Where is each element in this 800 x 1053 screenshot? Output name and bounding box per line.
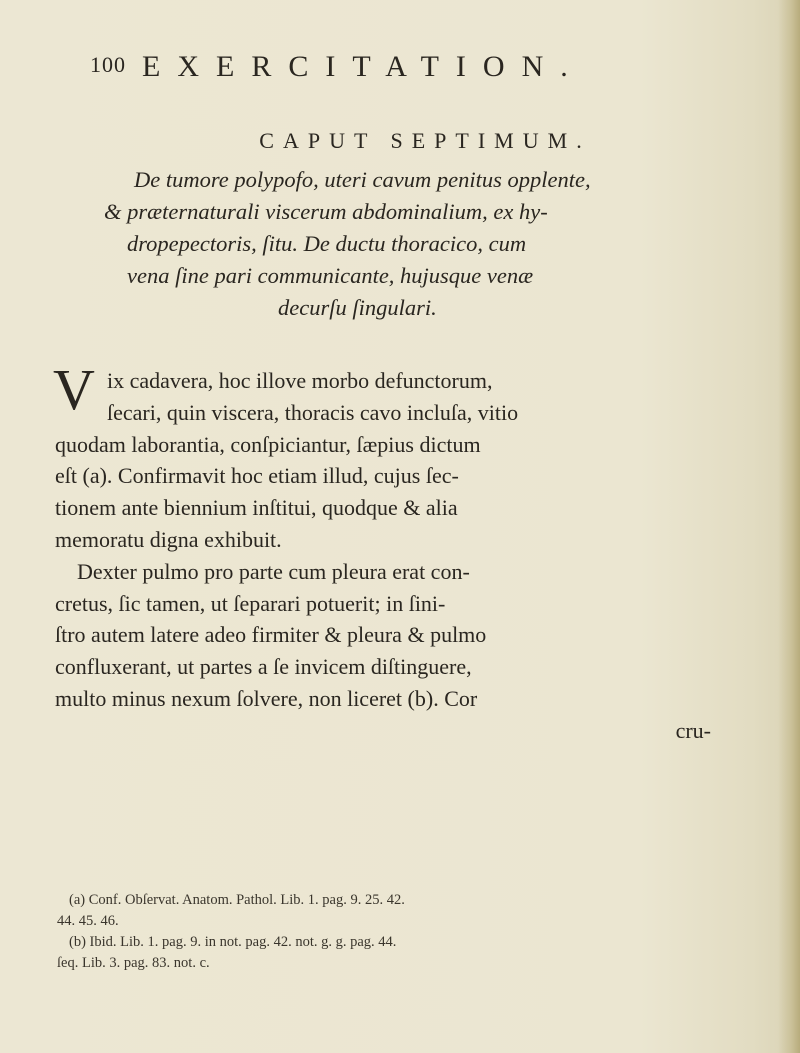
text-line: cretus, ſic tamen, ut ſeparari potuerit; in ſini- <box>55 590 446 616</box>
text-line: eſt (a). Confirmavit hoc etiam illud, cujus ſec- <box>55 463 459 489</box>
text-line: quodam laborantia, conſpiciantur, ſæpius dictum <box>55 431 481 457</box>
text-line: Dexter pulmo pro parte cum pleura erat con- <box>77 558 470 584</box>
running-head <box>90 50 730 90</box>
text-line: multo minus nexum ſolvere, non liceret (b). Cor <box>55 685 478 711</box>
footnote-line: ſeq. Lib. 3. pag. 83. not. c. <box>57 955 210 971</box>
summary-line: De tumore polypofo, uteri cavum penitus opplente, <box>134 167 591 192</box>
summary-line: & præternaturali viscerum abdominalium, ex hy- <box>104 199 548 224</box>
text-line: ſecari, quin viscera, thoracis cavo incluſa, vitio <box>107 399 519 425</box>
footnote-line: (a) Conf. Obſervat. Anatom. Pathol. Lib. 1. pag. 9. 25. 42. <box>69 892 405 908</box>
body-text <box>53 357 715 747</box>
catchword: cru- <box>675 717 711 743</box>
text-line: ix cadavera, hoc illove morbo defunctorum, <box>107 368 493 393</box>
page-number: 100 <box>90 52 126 77</box>
summary-line: decurſu ſingulari. <box>278 295 437 320</box>
footnotes <box>57 890 737 974</box>
summary-line: dropepectoris, ſitu. De ductu thoracico, cum <box>127 231 527 256</box>
drop-cap: V <box>53 357 95 422</box>
text-line: ſtro autem latere adeo firmiter & pleura & pulmo <box>55 622 487 648</box>
text-line: confluxerant, ut partes a ſe invicem diſtinguere, <box>55 654 472 680</box>
running-title: EXERCITATION. <box>142 50 585 83</box>
text-line: memoratu digna exhibuit. <box>55 526 282 552</box>
page-edge-shadow <box>778 0 800 1053</box>
chapter-summary <box>104 164 694 324</box>
text-line: tionem ante biennium inſtitui, quodque & alia <box>55 495 458 521</box>
footnote-line: 44. 45. 46. <box>57 913 119 929</box>
footnote-line: (b) Ibid. Lib. 1. pag. 9. in not. pag. 42. not. g. g. pag. 44. <box>69 934 397 950</box>
summary-line: vena ſine pari communicante, hujusque venæ <box>127 263 534 288</box>
chapter-title: CAPUT SEPTIMUM. <box>259 128 591 153</box>
